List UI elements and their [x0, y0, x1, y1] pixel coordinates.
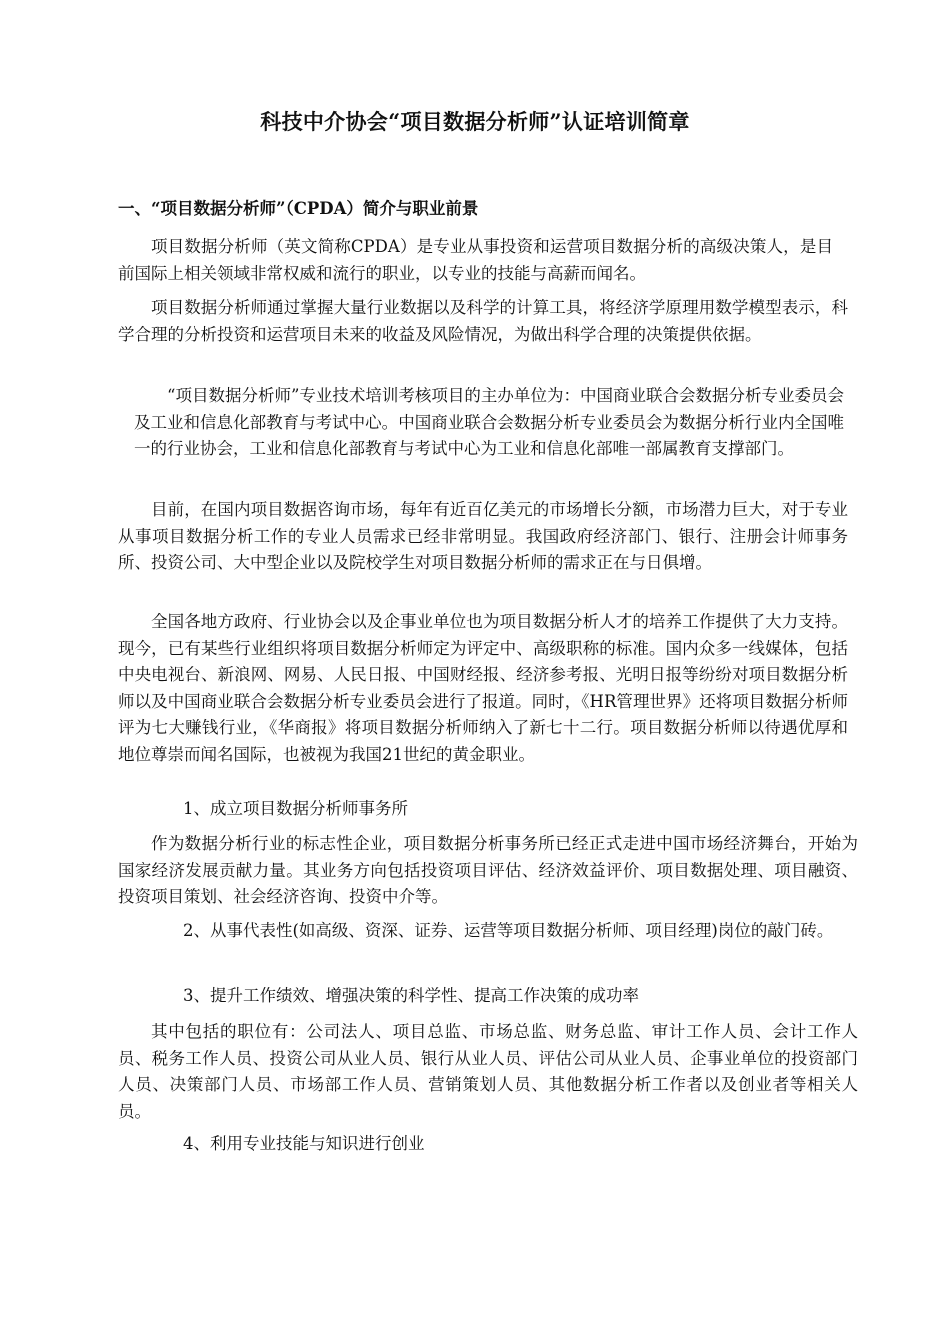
list-item-3: 3、提升工作绩效、增强决策的科学性、提高工作决策的成功率 [183, 986, 639, 1005]
paragraph-market: 目前，在国内项目数据咨询市场，每年有近百亿美元的市场增长分额，市场潜力巨大，对于专业从事项目数据分析工作的专业人员需求已经非常明显。我国政府经济部门、银行、注册会计师事务所、投资公司、大中型企业以及院校学生对项目数据分析师的需求正在与日俱增。 [118, 500, 848, 572]
section-heading: 一、“项目数据分析师”（CPDA）简介与职业前景 [118, 199, 479, 218]
list-item-4: 4、利用专业技能与知识进行创业 [183, 1134, 425, 1153]
paragraph-organizers: “项目数据分析师”专业技术培训考核项目的主办单位为：中国商业联合会数据分析专业委员会及工业和信息化部教育与考试中心。中国商业联合会数据分析专业委员会为数据分析行业内全国唯一的行业协会，工业和信息化部教育与考试中心为工业和信息化部唯一部属教育支撑部门。 [134, 386, 844, 458]
paragraph-method: 项目数据分析师通过掌握大量行业数据以及科学的计算工具，将经济学原理用数学模型表示，科学合理的分析投资和运营项目未来的收益及风险情况，为做出科学合理的决策提供依据。 [118, 298, 848, 344]
paragraph-firm: 作为数据分析行业的标志性企业，项目数据分析事务所已经正式走进中国市场经济舞台，开始为国家经济发展贡献力量。其业务方向包括投资项目评估、经济效益评价、项目数据处理、项目融资、投资项目策划、社会经济咨询、投资中介等。 [118, 834, 858, 906]
paragraph-support: 全国各地方政府、行业协会以及企事业单位也为项目数据分析人才的培养工作提供了大力支持。现今，已有某些行业组织将项目数据分析师定为评定中、高级职称的标准。国内众多一线媒体，包括中央电视台、新浪网、网易、人民日报、中国财经报、经济参考报、光明日报等纷纷对项目数据分析师以及中国商业联合会数据分析专业委员会进行了报道。同时，《HR管理世界》还将项目数据分析师评为七大赚钱行业，《华商报》将项目数据分析师纳入了新七十二行。项目数据分析师以待遇优厚和地位尊崇而闻名国际，也被视为我国21世纪的黄金职业。 [118, 612, 848, 764]
list-item-1: 1、成立项目数据分析师事务所 [183, 799, 408, 818]
document-title: 科技中介协会“项目数据分析师”认证培训简章 [260, 109, 690, 134]
list-item-2: 2、从事代表性(如高级、资深、证券、运营等项目数据分析师、项目经理)岗位的敲门砖。 [183, 921, 834, 940]
paragraph-intro: 项目数据分析师（英文简称CPDA）是专业从事投资和运营项目数据分析的高级决策人，是目前国际上相关领域非常权威和流行的职业，以专业的技能与高薪而闻名。 [118, 237, 833, 283]
paragraph-positions: 其中包括的职位有：公司法人、项目总监、市场总监、财务总监、审计工作人员、会计工作人员、税务工作人员、投资公司从业人员、银行从业人员、评估公司从业人员、企事业单位的投资部门人员、决策部门人员、市场部工作人员、营销策划人员、其他数据分析工作者以及创业者等相关人员。 [118, 1022, 858, 1121]
